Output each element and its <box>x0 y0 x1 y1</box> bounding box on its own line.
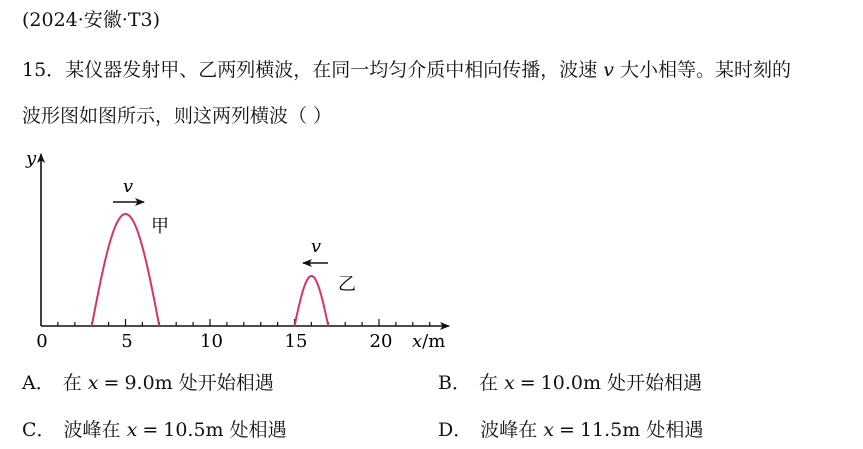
wave-jia-curve <box>92 214 160 326</box>
y-axis-label: y <box>26 148 37 169</box>
wave-jia-velocity-label: v <box>122 176 134 197</box>
question-text-part-2: 大小相等。某时刻的 <box>620 59 792 81</box>
wave-yi-velocity-label: v <box>310 236 322 257</box>
x-axis-label <box>412 331 445 350</box>
choice-a-suffix: 处开始相遇 <box>178 372 274 394</box>
choice-c-prefix: 波峰在 <box>63 419 121 441</box>
tick-label-15: 15 <box>284 331 308 350</box>
wave-yi-curve <box>295 276 329 326</box>
choice-c-var: x <box>126 419 138 441</box>
wave-yi-name: 乙 <box>338 274 356 295</box>
tick-label-20: 20 <box>369 331 393 350</box>
choice-d-prefix: 波峰在 <box>480 419 538 441</box>
choice-a-eq: = <box>103 372 120 394</box>
question-text-part-1: 某仪器发射甲、乙两列横波，在同一均匀介质中相向传播，波速 <box>65 59 598 81</box>
choice-a-value: 9.0m <box>124 372 173 394</box>
choice-b-letter: B． <box>438 372 471 394</box>
choice-d-value: 11.5m <box>579 419 641 441</box>
choice-d-suffix: 处相遇 <box>646 419 704 441</box>
choice-a-letter: A． <box>22 372 55 394</box>
choice-a[interactable] <box>22 371 274 395</box>
question-line-1 <box>22 58 791 82</box>
x-axis-label-unit: /m <box>422 331 446 350</box>
choice-d-var: x <box>543 419 555 441</box>
choice-b-suffix: 处开始相遇 <box>607 372 703 394</box>
choice-c-eq: = <box>142 419 159 441</box>
tick-label-5: 5 <box>121 331 133 350</box>
question-line-2: 波形图如图所示，则这两列横波（ ） <box>22 105 333 127</box>
choice-b-prefix: 在 <box>478 372 498 394</box>
tick-label-10: 10 <box>200 331 223 350</box>
choice-c[interactable] <box>22 418 287 442</box>
choice-d-letter: D． <box>438 419 473 441</box>
question-number: 15． <box>22 59 66 81</box>
choice-c-letter: C． <box>22 419 56 441</box>
choice-c-suffix: 处相遇 <box>229 419 287 441</box>
choice-d-eq: = <box>559 419 575 441</box>
choice-a-var: x <box>87 372 99 394</box>
choice-b-eq: = <box>519 372 536 394</box>
x-axis-ticks <box>58 319 430 326</box>
choice-a-prefix: 在 <box>62 372 82 394</box>
velocity-variable: v <box>603 59 614 81</box>
source-label: (2024·安徽·T3) <box>22 9 161 31</box>
origin-label: 0 <box>36 331 48 350</box>
x-axis-label-var: x <box>412 331 423 350</box>
wave-jia-name: 甲 <box>151 216 169 237</box>
choice-d[interactable] <box>438 418 703 442</box>
choice-b-var: x <box>504 372 515 394</box>
choice-c-value: 10.5m <box>163 419 224 441</box>
choice-b-value: 10.0m <box>540 372 601 394</box>
choice-b[interactable] <box>438 371 702 395</box>
wave-graph <box>16 140 456 350</box>
